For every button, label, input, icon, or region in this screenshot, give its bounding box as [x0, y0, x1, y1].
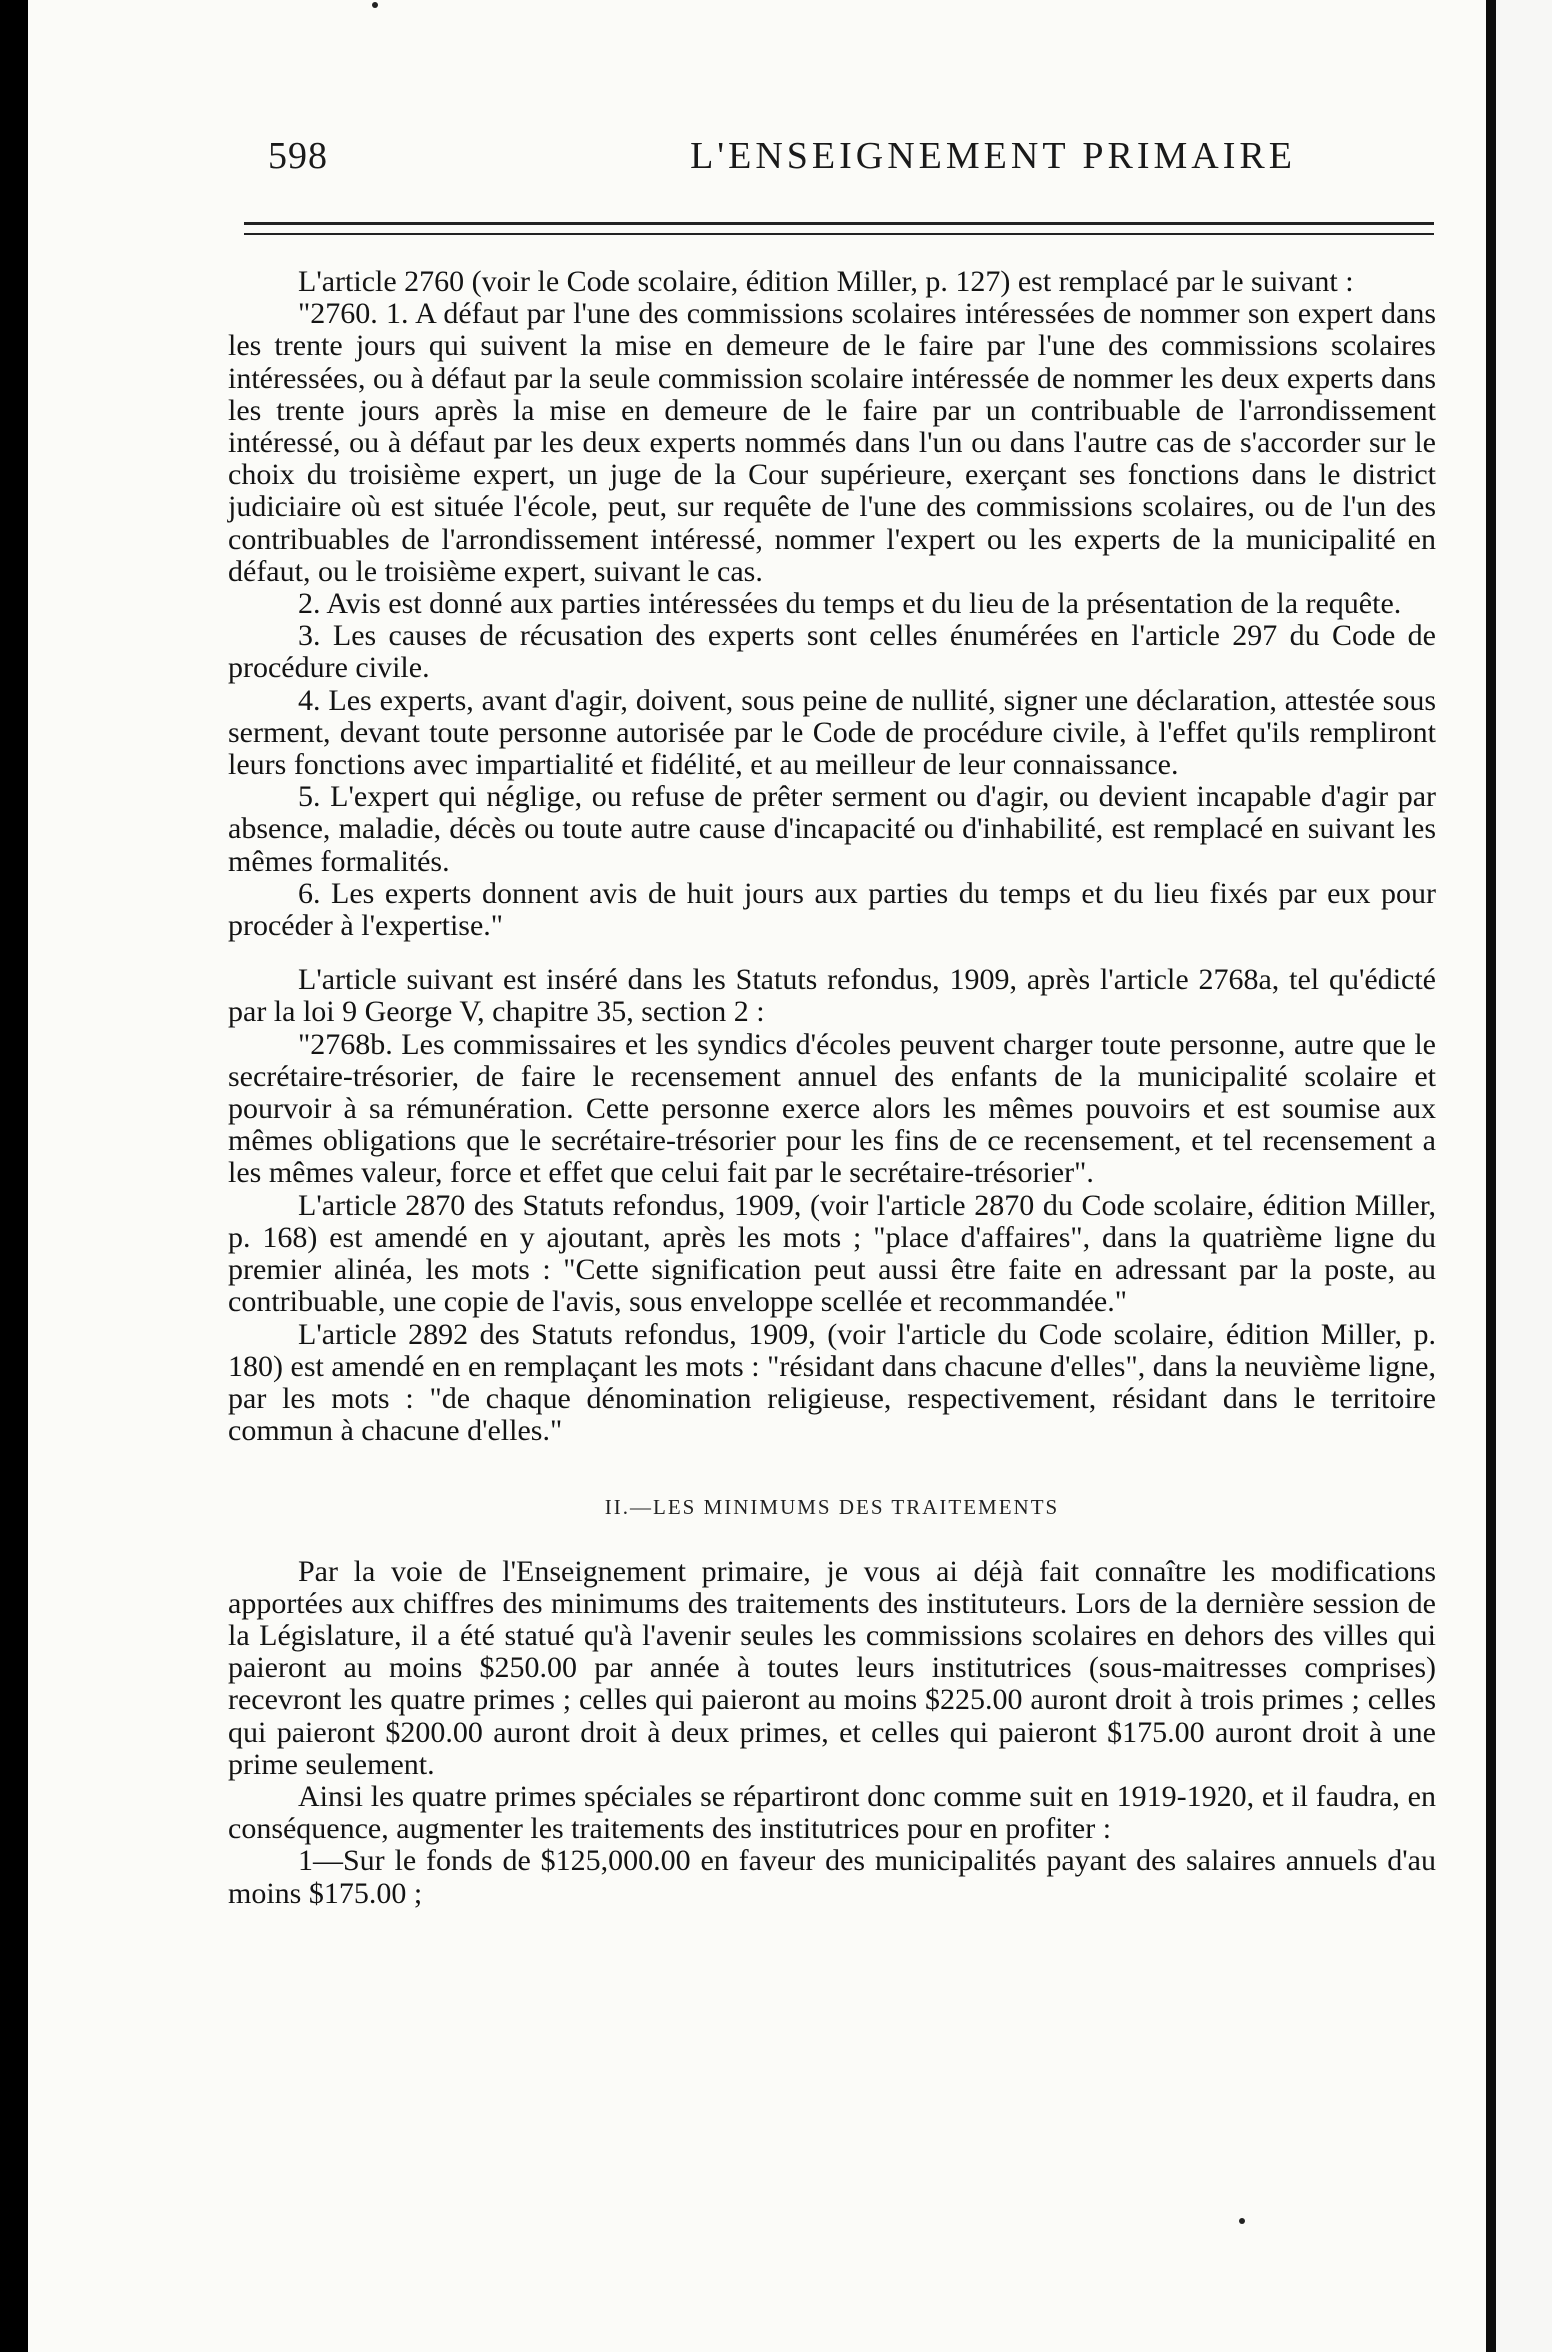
paragraph: L'article 2760 (voir le Code scolaire, édition Miller, p. 127) est remplacé par le suivant : [298, 265, 1354, 298]
scan-speck [372, 2, 378, 8]
paragraph: 4. Les experts, avant d'agir, doivent, sous peine de nullité, signer une déclaration, attestée sous serment, devant toute personne autorisée par le Code de procédure civile, à l'effet qu'ils rempliront leurs fonctions avec impartialité et fidélité, et au meilleur de leur connaissance. [228, 683, 1436, 782]
section-title: II.—LES MINIMUMS DES TRAITEMENTS [604, 1495, 1060, 1520]
page-number: 598 [268, 135, 328, 177]
paragraph: 3. Les causes de récusation des experts sont celles énumérées en l'article 297 du Code de procédure civile. [228, 619, 1436, 685]
paragraph: "2768b. Les commissaires et les syndics d'écoles peuvent charger toute personne, autre que le secrétaire-trésorier, de faire le recensement annuel des enfants de la municipalité scolaire et pourvoir à sa rémunération. Cette personne exerce alors les mêmes pouvoirs et est soumise aux mêmes obligations que le secrétaire-trésorier pour les fins de ce recensement, et tel recensement a les mêmes valeur, force et effet que celui fait par le secrétaire-trésorier". [228, 1027, 1436, 1190]
header-rule [244, 222, 1434, 225]
paragraph: 5. L'expert qui néglige, ou refuse de prêter serment ou d'agir, ou devient incapable d'agir par absence, maladie, décès ou toute autre cause d'incapacité ou d'inhabilité, est remplacé en suivant les mêmes formalités. [228, 780, 1436, 878]
scan-speck [1239, 2218, 1245, 2224]
paragraph: Ainsi les quatre primes spéciales se répartiront donc comme suit en 1919-1920, et il faudra, en conséquence, augmenter les traitements des institutrices pour en profiter : [228, 1779, 1436, 1846]
paragraph: L'article 2870 des Statuts refondus, 1909, (voir l'article 2870 du Code scolaire, édition Miller, p. 168) est amendé en y ajoutant, après les mots ; "place d'affaires", dans la quatrième ligne du premier alinéa, les mots : "Cette signification peut aussi être faite en adressant par la poste, au contribuable, une copie de l'avis, sous enveloppe scellée et recommandée." [228, 1188, 1436, 1319]
paragraph: L'article suivant est inséré dans les Statuts refondus, 1909, après l'article 2768a, tel qu'édicté par la loi 9 George V, chapitre 35, section 2 : [228, 963, 1436, 1029]
header-rule-thin [244, 233, 1434, 235]
running-title: L'ENSEIGNEMENT PRIMAIRE [690, 135, 1296, 177]
paragraph: 1—Sur le fonds de $125,000.00 en faveur des municipalités payant des salaires annuels d'au moins $175.00 ; [228, 1844, 1436, 1910]
body-text [228, 266, 1436, 1910]
paragraph: "2760. 1. A défaut par l'une des commissions scolaires intéressées de nommer son expert dans les trente jours qui suivent la mise en demeure de le faire par l'une des commissions scolaires intéressées, ou à défaut par la seule commission scolaire intéressée de nommer les deux experts dans les trente jours après la mise en demeure de le faire par un contribuable de l'arrondissement intéressé, ou à défaut par les deux experts nommés dans l'un ou dans l'autre cas de s'accorder sur le choix du troisième expert, un juge de la Cour supérieure, exerçant ses fonctions dans le district judiciaire où est située l'école, peut, sur requête de l'une des commissions scolaires, ou de l'un des contribuables de l'arrondissement intéressé, nommer l'expert ou les experts de la municipalité en défaut, ou le troisième expert, suivant le cas. [228, 297, 1436, 588]
paragraph: L'article 2892 des Statuts refondus, 1909, (voir l'article du Code scolaire, édition Miller, p. 180) est amendé en en remplaçant les mots : "résidant dans chacune d'elles", dans la neuvième ligne, par les mots : "de chaque dénomination religieuse, respectivement, résidant dans le territoire commun à chacune d'elles." [228, 1317, 1436, 1448]
paragraph: 6. Les experts donnent avis de huit jours aux parties du temps et du lieu fixés par eux pour procéder à l'expertise." [228, 876, 1436, 943]
scan-edge [1486, 0, 1496, 2352]
scan-margin [1496, 0, 1552, 2352]
page-header [268, 134, 1463, 194]
paragraph: 2. Avis est donné aux parties intéressées du temps et du lieu de la présentation de la requête. [298, 587, 1402, 621]
paragraph: Par la voie de l'Enseignement primaire, je vous ai déjà fait connaître les modifications apportées aux chiffres des minimums des traitements des instituteurs. Lors de la dernière session de la Législature, il a été statué qu'à l'avenir seules les commissions scolaires en dehors des villes qui paieront au moins $250.00 par année à toutes leurs institutrices (sous-maitresses comprises) recevront les quatre primes ; celles qui paieront au moins $225.00 auront droit à trois primes ; celles qui paieront $200.00 auront droit à deux primes, et celles qui paieront $175.00 auront droit à une prime seulement. [228, 1554, 1436, 1781]
